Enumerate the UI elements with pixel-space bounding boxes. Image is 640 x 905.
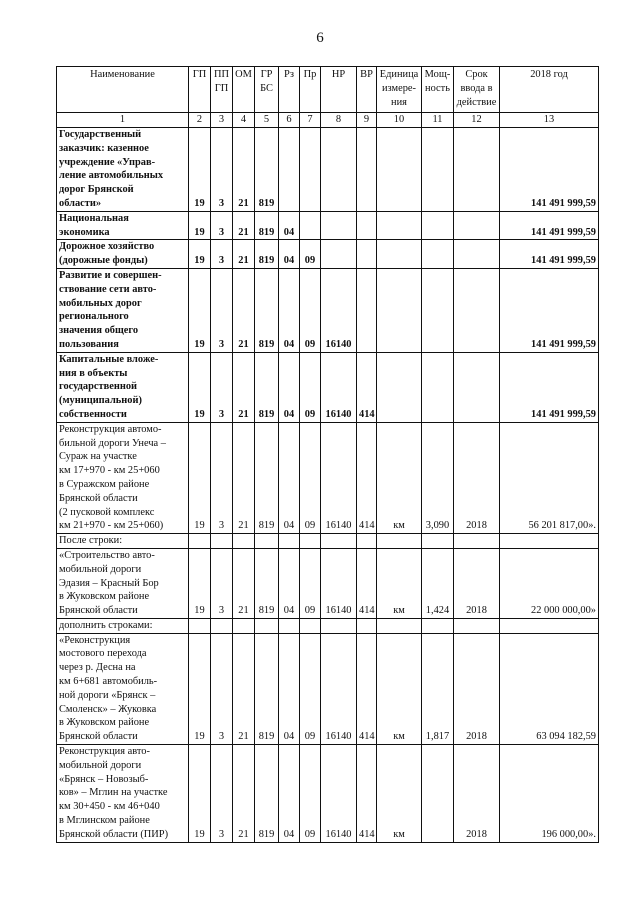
cell-rz: 04: [279, 745, 300, 843]
empty-cell: [357, 618, 377, 633]
column-number: 12: [454, 113, 500, 128]
row-name: Национальная экономика: [57, 211, 189, 240]
column-number: 9: [357, 113, 377, 128]
cell-pr: [300, 211, 321, 240]
cell-ppgp: 3: [211, 422, 233, 533]
note-text: После строки:: [57, 534, 189, 549]
row-name: Реконструкция автомо- бильной дороги Унеча – Сураж на участке км 17+970 - км 25+060 в Суражском районе Брянской области (2 пусковой комплекс км 21+970 - км 25+060): [57, 422, 189, 533]
empty-cell: [189, 534, 211, 549]
column-header: ВР: [357, 67, 377, 113]
cell-grbs: 819: [255, 548, 279, 618]
cell-vr: 414: [357, 548, 377, 618]
empty-cell: [300, 534, 321, 549]
empty-cell: [321, 534, 357, 549]
empty-cell: [189, 618, 211, 633]
cell-amount: 141 491 999,59: [500, 128, 599, 212]
cell-unit: [377, 352, 422, 422]
row-name: «Строительство авто- мобильной дороги Эдазия – Красный Бор в Жуковском районе Брянской области: [57, 548, 189, 618]
cell-ppgp: 3: [211, 240, 233, 269]
row-name: Реконструкция авто- мобильной дороги «Брянск – Новозыб- ков» – Мглин на участке км 30+450 - км 46+040 в Мглинском районе Брянской области (ПИР): [57, 745, 189, 843]
header-row: [57, 67, 599, 113]
empty-cell: [454, 534, 500, 549]
cell-om: 21: [233, 633, 255, 744]
cell-om: 21: [233, 548, 255, 618]
empty-cell: [377, 534, 422, 549]
cell-ppgp: 3: [211, 548, 233, 618]
empty-cell: [255, 618, 279, 633]
cell-nr: 16140: [321, 422, 357, 533]
cell-power: [422, 352, 454, 422]
cell-om: 21: [233, 352, 255, 422]
cell-pr: 09: [300, 268, 321, 352]
column-header: ОМ: [233, 67, 255, 113]
column-number: 11: [422, 113, 454, 128]
cell-vr: [357, 268, 377, 352]
column-header: Пр: [300, 67, 321, 113]
cell-nr: 16140: [321, 633, 357, 744]
cell-grbs: 819: [255, 240, 279, 269]
empty-cell: [321, 618, 357, 633]
cell-rz: 04: [279, 548, 300, 618]
cell-power: [422, 268, 454, 352]
cell-pr: 09: [300, 745, 321, 843]
note-row: [57, 618, 599, 633]
column-number: 8: [321, 113, 357, 128]
cell-vr: [357, 240, 377, 269]
cell-term: 2018: [454, 548, 500, 618]
cell-rz: 04: [279, 268, 300, 352]
row-name: Капитальные вложе- ния в объекты государственной (муниципальной) собственности: [57, 352, 189, 422]
column-number: 3: [211, 113, 233, 128]
column-header: Срок ввода в действие: [454, 67, 500, 113]
cell-power: 1,817: [422, 633, 454, 744]
cell-grbs: 819: [255, 633, 279, 744]
table-row: [57, 745, 599, 843]
cell-vr: 414: [357, 422, 377, 533]
empty-cell: [422, 534, 454, 549]
row-name: Дорожное хозяйство (дорожные фонды): [57, 240, 189, 269]
cell-vr: 414: [357, 745, 377, 843]
note-row: [57, 534, 599, 549]
column-header: НР: [321, 67, 357, 113]
cell-om: 21: [233, 211, 255, 240]
empty-cell: [500, 618, 599, 633]
cell-term: [454, 211, 500, 240]
table-row: [57, 422, 599, 533]
cell-amount: 196 000,00».: [500, 745, 599, 843]
cell-ppgp: 3: [211, 211, 233, 240]
cell-pr: 09: [300, 633, 321, 744]
empty-cell: [211, 618, 233, 633]
column-number: 7: [300, 113, 321, 128]
column-header: ГП: [189, 67, 211, 113]
cell-om: 21: [233, 422, 255, 533]
cell-pr: 09: [300, 352, 321, 422]
cell-unit: км: [377, 548, 422, 618]
cell-power: [422, 128, 454, 212]
cell-rz: 04: [279, 352, 300, 422]
cell-rz: [279, 128, 300, 212]
cell-grbs: 819: [255, 422, 279, 533]
cell-grbs: 819: [255, 352, 279, 422]
cell-nr: [321, 128, 357, 212]
table-row: [57, 240, 599, 269]
cell-ppgp: 3: [211, 352, 233, 422]
cell-grbs: 819: [255, 268, 279, 352]
cell-gp: 19: [189, 128, 211, 212]
cell-pr: [300, 128, 321, 212]
cell-term: [454, 268, 500, 352]
empty-cell: [233, 618, 255, 633]
cell-gp: 19: [189, 211, 211, 240]
cell-nr: 16140: [321, 268, 357, 352]
column-number: 2: [189, 113, 211, 128]
column-header: Мощ-ность: [422, 67, 454, 113]
cell-gp: 19: [189, 548, 211, 618]
cell-power: [422, 240, 454, 269]
empty-cell: [422, 618, 454, 633]
cell-grbs: 819: [255, 745, 279, 843]
column-number: 6: [279, 113, 300, 128]
cell-term: [454, 352, 500, 422]
cell-nr: 16140: [321, 548, 357, 618]
empty-cell: [377, 618, 422, 633]
column-number-row: [57, 113, 599, 128]
cell-ppgp: 3: [211, 268, 233, 352]
cell-vr: 414: [357, 633, 377, 744]
column-header: Единица измере-ния: [377, 67, 422, 113]
empty-cell: [211, 534, 233, 549]
column-number: 1: [57, 113, 189, 128]
cell-term: 2018: [454, 422, 500, 533]
cell-rz: 04: [279, 422, 300, 533]
cell-gp: 19: [189, 240, 211, 269]
column-header: 2018 год: [500, 67, 599, 113]
empty-cell: [233, 534, 255, 549]
cell-power: [422, 211, 454, 240]
cell-vr: 414: [357, 352, 377, 422]
cell-ppgp: 3: [211, 633, 233, 744]
table-body: [57, 128, 599, 843]
cell-rz: 04: [279, 211, 300, 240]
cell-unit: км: [377, 422, 422, 533]
cell-amount: 22 000 000,00»: [500, 548, 599, 618]
cell-gp: 19: [189, 745, 211, 843]
budget-table: [56, 66, 599, 843]
column-number: 5: [255, 113, 279, 128]
cell-vr: [357, 211, 377, 240]
cell-gp: 19: [189, 268, 211, 352]
column-header: Рз: [279, 67, 300, 113]
empty-cell: [500, 534, 599, 549]
cell-power: [422, 745, 454, 843]
empty-cell: [279, 534, 300, 549]
cell-om: 21: [233, 240, 255, 269]
cell-grbs: 819: [255, 211, 279, 240]
cell-amount: 63 094 182,59: [500, 633, 599, 744]
cell-om: 21: [233, 128, 255, 212]
cell-power: 3,090: [422, 422, 454, 533]
cell-pr: 09: [300, 240, 321, 269]
cell-amount: 141 491 999,59: [500, 352, 599, 422]
page-number: 6: [316, 30, 324, 46]
cell-term: 2018: [454, 633, 500, 744]
cell-ppgp: 3: [211, 745, 233, 843]
table-row: [57, 268, 599, 352]
cell-nr: [321, 240, 357, 269]
cell-gp: 19: [189, 422, 211, 533]
column-number: 4: [233, 113, 255, 128]
cell-ppgp: 3: [211, 128, 233, 212]
cell-amount: 141 491 999,59: [500, 211, 599, 240]
cell-grbs: 819: [255, 128, 279, 212]
row-name: «Реконструкция мостового перехода через р. Десна на км 6+681 автомобиль- ной дороги «Брянск – Смоленск» – Жуковка в Жуковском районе Брянской области: [57, 633, 189, 744]
cell-term: [454, 128, 500, 212]
empty-cell: [279, 618, 300, 633]
cell-om: 21: [233, 268, 255, 352]
column-header: ПП ГП: [211, 67, 233, 113]
cell-vr: [357, 128, 377, 212]
cell-amount: 56 201 817,00».: [500, 422, 599, 533]
cell-nr: [321, 211, 357, 240]
cell-pr: 09: [300, 422, 321, 533]
cell-unit: км: [377, 633, 422, 744]
cell-nr: 16140: [321, 352, 357, 422]
empty-cell: [454, 618, 500, 633]
cell-term: 2018: [454, 745, 500, 843]
cell-unit: км: [377, 745, 422, 843]
cell-pr: 09: [300, 548, 321, 618]
row-name: Государственный заказчик: казенное учреждение «Управ- ление автомобильных дорог Брянской области»: [57, 128, 189, 212]
cell-amount: 141 491 999,59: [500, 268, 599, 352]
cell-term: [454, 240, 500, 269]
column-number: 10: [377, 113, 422, 128]
note-text: дополнить строками:: [57, 618, 189, 633]
cell-power: 1,424: [422, 548, 454, 618]
table-row: [57, 352, 599, 422]
cell-unit: [377, 240, 422, 269]
cell-unit: [377, 211, 422, 240]
cell-amount: 141 491 999,59: [500, 240, 599, 269]
column-number: 13: [500, 113, 599, 128]
cell-unit: [377, 268, 422, 352]
column-header: Наименование: [57, 67, 189, 113]
empty-cell: [357, 534, 377, 549]
cell-om: 21: [233, 745, 255, 843]
table-row: [57, 128, 599, 212]
column-header: ГР БС: [255, 67, 279, 113]
cell-nr: 16140: [321, 745, 357, 843]
empty-cell: [300, 618, 321, 633]
cell-rz: 04: [279, 240, 300, 269]
cell-rz: 04: [279, 633, 300, 744]
row-name: Развитие и совершен- ствование сети авто- мобильных дорог регионального значения общего пользования: [57, 268, 189, 352]
empty-cell: [255, 534, 279, 549]
cell-unit: [377, 128, 422, 212]
table-row: [57, 211, 599, 240]
cell-gp: 19: [189, 633, 211, 744]
table-row: [57, 548, 599, 618]
cell-gp: 19: [189, 352, 211, 422]
table-row: [57, 633, 599, 744]
